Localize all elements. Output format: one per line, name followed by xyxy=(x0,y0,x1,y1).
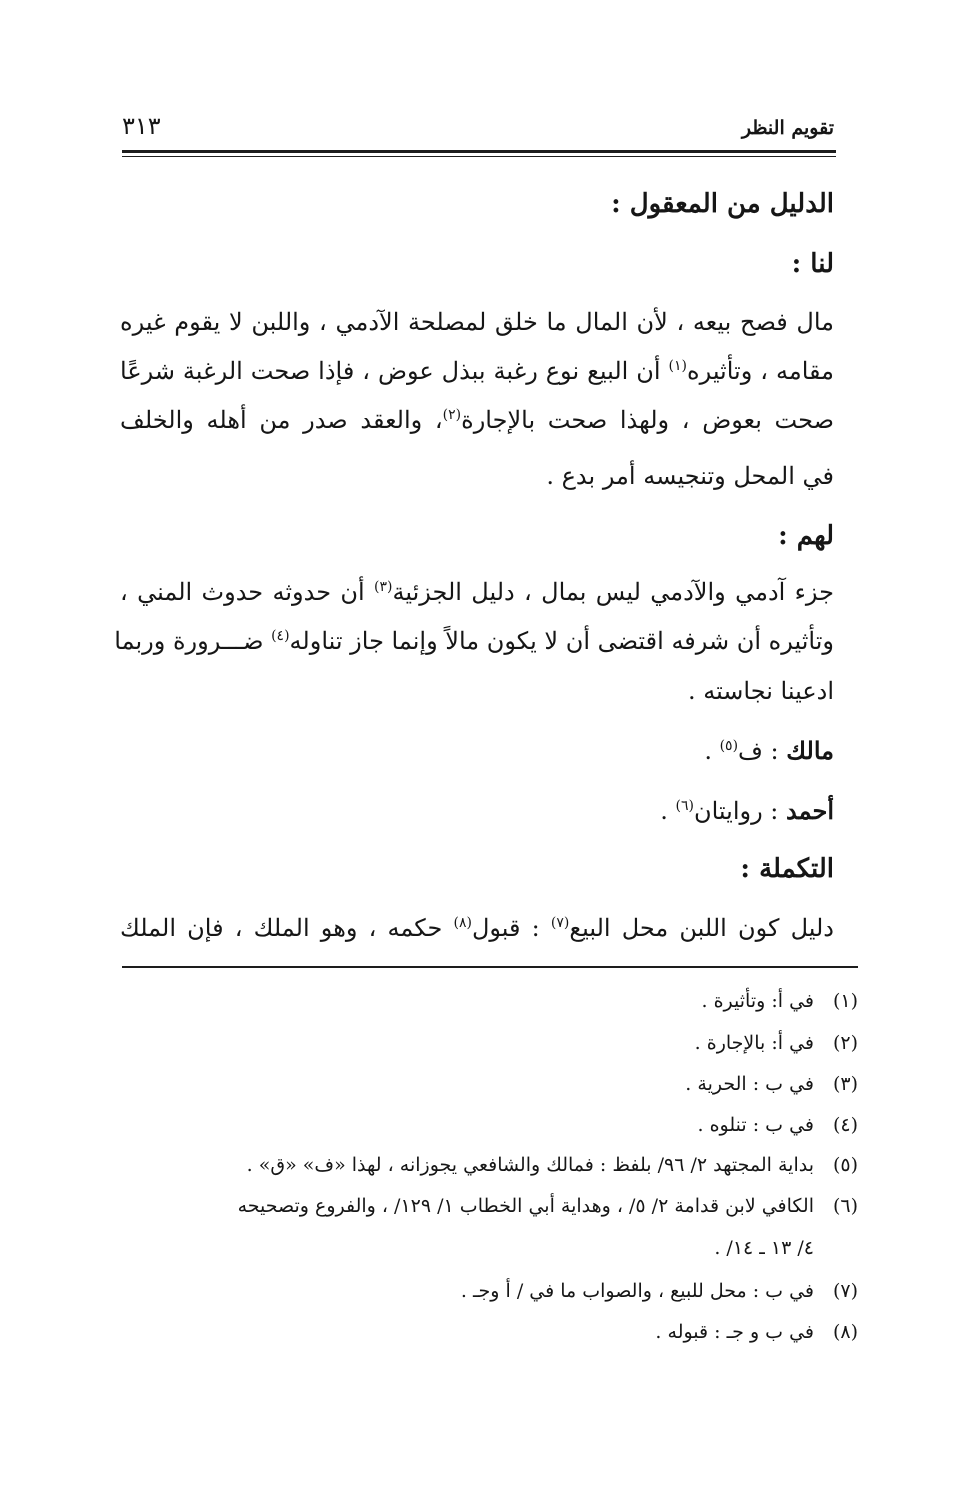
paragraph-1-line-4: في المحل وتنجيسه أمر بدع . xyxy=(546,462,834,490)
footnote-ref-2[interactable]: (٢) xyxy=(442,407,462,423)
heading-supplement: التكملة : xyxy=(740,854,834,884)
running-header-title: تقويم النظر xyxy=(741,117,834,139)
footnote-number: (٣) xyxy=(832,1073,858,1095)
paragraph-2-line-2 xyxy=(114,625,834,657)
footnote-text: في أ: وتأثيرة . xyxy=(701,990,814,1012)
malik-label: مالك xyxy=(786,736,834,765)
footnote-number: (٦) xyxy=(832,1195,858,1217)
text: : قبول xyxy=(471,914,551,942)
footnote-number: (٤) xyxy=(832,1114,858,1136)
text: ضـــرورة وربما xyxy=(114,627,272,655)
footnote-ref-3[interactable]: (٣) xyxy=(374,579,393,595)
footnote-2 xyxy=(695,1030,858,1056)
paragraph-2-line-3: ادعينا نجاسته . xyxy=(687,677,834,705)
footnote-4 xyxy=(698,1112,859,1138)
text: أن البيع نوع رغبة ببذل عوض ، فإذا صحت الرغبة شرعًا xyxy=(120,357,669,385)
paragraph-1-line-3 xyxy=(120,404,834,436)
text: أن حدوثه حدوث المني ، xyxy=(120,578,374,606)
footnote-number: (٨) xyxy=(832,1321,858,1343)
paragraph-1-line-1: مال فصح بيعه ، لأن المال ما خلق لمصلحة الآدمي ، واللبن لا يقوم غيره xyxy=(120,308,834,336)
text: دليل كون اللبن محل البيع xyxy=(569,914,834,942)
footnote-number: (٢) xyxy=(832,1032,858,1054)
footnote-ref-8[interactable]: (٨) xyxy=(453,915,472,931)
malik-opinion xyxy=(704,735,834,767)
footnote-8 xyxy=(655,1319,858,1345)
footnote-number: (٧) xyxy=(832,1280,858,1302)
text: ، والعقد صدر من أهله والخلف xyxy=(120,406,443,434)
text: . xyxy=(660,797,676,825)
footnote-1 xyxy=(702,988,858,1014)
text: وتأثيره أن شرفه اقتضى أن لا يكون مالاً وإنما جاز تناوله xyxy=(289,627,834,655)
footnote-ref-1[interactable]: (١) xyxy=(668,358,687,374)
ahmad-opinion xyxy=(660,795,834,827)
footnote-text: في ب : محل للبيع ، والصواب ما في / أ وجـ . xyxy=(460,1280,814,1302)
text: مقامه ، وتأثيره xyxy=(687,357,834,385)
footnote-number: (٥) xyxy=(832,1154,858,1176)
heading-for-us: لنا : xyxy=(791,249,834,279)
footnote-5 xyxy=(247,1152,858,1178)
footnote-separator xyxy=(122,966,858,968)
footnote-text: في ب : الحرية . xyxy=(685,1073,814,1095)
heading-for-them: لهم : xyxy=(778,521,834,551)
text: . xyxy=(704,737,720,765)
footnote-7 xyxy=(461,1278,858,1304)
paragraph-3-line-1 xyxy=(120,912,834,944)
paragraph-1-line-2 xyxy=(120,355,834,387)
text: جزء آدمي والآدمي ليس بمال ، دليل الجزئية xyxy=(392,578,834,606)
footnote-text: في أ: بالإجارة . xyxy=(694,1032,814,1054)
text: صحت بعوض ، ولهذا صحت بالإجارة xyxy=(461,406,834,434)
footnote-text: في ب : تنلوه . xyxy=(697,1114,814,1136)
ahmad-label: أحمد xyxy=(786,796,834,825)
footnote-3 xyxy=(685,1071,858,1097)
footnote-ref-6[interactable]: (٦) xyxy=(675,798,694,814)
header-rule-thick xyxy=(122,150,836,153)
footnote-6 xyxy=(238,1193,858,1219)
footnote-text: بداية المجتهد ٢/ ٩٦/ بلفظ : فمالك والشافعي يجوزانه ، لهذا «ف» «ق» . xyxy=(246,1154,814,1176)
text: : ف xyxy=(738,737,787,765)
footnote-ref-7[interactable]: (٧) xyxy=(550,915,570,931)
page-number: ٣١٣ xyxy=(122,112,161,140)
footnote-ref-5[interactable]: (٥) xyxy=(719,738,739,754)
footnote-text: في ب و جـ : قبوله . xyxy=(655,1321,814,1343)
footnote-ref-4[interactable]: (٤) xyxy=(271,628,290,644)
heading-rational-proof: الدليل من المعقول : xyxy=(611,189,834,219)
paragraph-2-line-1 xyxy=(120,576,834,608)
footnote-text: الكافي لابن قدامة ٢/ ٥/ ، وهداية أبي الخطاب ١/ ١٢٩/ ، والفروع وتصحيحه xyxy=(237,1195,814,1217)
footnote-number: (١) xyxy=(832,990,858,1012)
text: حكمه ، وهو الملك ، فإن الملك xyxy=(120,914,454,942)
header-rule-thin xyxy=(122,156,836,157)
text: : روايتان xyxy=(693,797,787,825)
footnote-6-continuation: ٤/ ١٣ ـ ١٤/ . xyxy=(714,1237,814,1259)
